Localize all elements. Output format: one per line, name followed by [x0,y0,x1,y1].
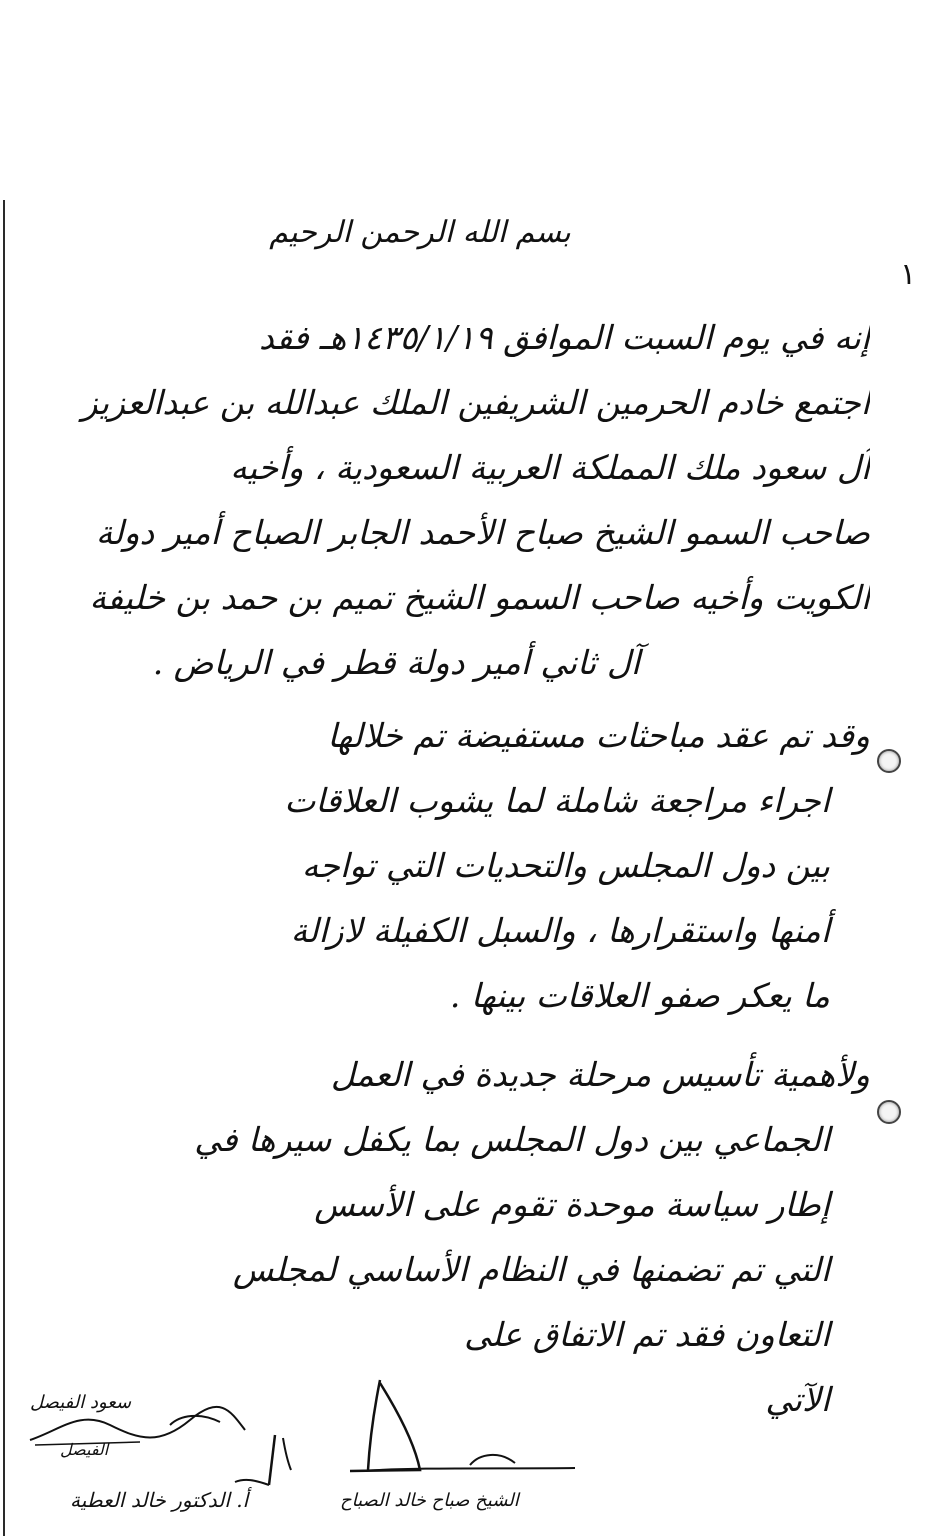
section-2-line: ولأهمية تأسيس مرحلة جديدة في العمل [330,1055,870,1094]
section-2-line: الجماعي بين دول المجلس بما يكفل سيرها في [194,1120,830,1159]
signature-sabah-mark [340,1375,580,1485]
section-1-line: أمنها واستقرارها ، والسبل الكفيلة لازالة [290,911,830,950]
letter-body [30,305,870,1432]
paragraph-line: آل ثاني أمير دولة قطر في الرياض . [152,643,640,682]
page-number: ١ [899,257,917,292]
page-edge-line [3,200,5,1536]
section-1-line: بين دول المجلس والتحديات التي تواجه [301,846,830,885]
hole-punch-bullet [877,749,901,773]
hole-punch-bullet [877,1100,901,1124]
section-2-line: الآتي [765,1380,830,1419]
signature-sabah-caption: الشيخ صباح خالد الصباح [340,1490,519,1511]
section-2-line: إطار سياسة موحدة تقوم على الأسس [314,1185,830,1224]
signature-saud-caption-2: الفيصل [60,1440,109,1459]
section-2-line: التي تم تضمنها في النظام الأساسي لمجلس [232,1250,830,1289]
signature-saud-caption: سعود الفيصل [30,1392,132,1413]
basmala-heading: بسم الله الرحمن الرحيم [269,215,571,250]
section-1-line: ما يعكر صفو العلاقات بينها . [449,976,830,1015]
section-2-line: التعاون فقد تم الاتفاق على [464,1315,830,1354]
paragraph-line: صاحب السمو الشيخ صباح الأحمد الجابر الصباح أمير دولة [95,513,870,552]
signature-khalid-caption: أ. الدكتور خالد العطية [70,1488,249,1512]
paragraph-line: آل سعود ملك المملكة العربية السعودية ، وأخيه [230,448,870,487]
signature-khalid-mark [225,1430,305,1490]
paragraph-line: إنه في يوم السبت الموافق ١٤٣٥/١/١٩هـ فقد [259,318,870,357]
signature-block [0,1370,926,1536]
paragraph-line: اجتمع خادم الحرمين الشريفين الملك عبدالله بن عبدالعزيز [81,383,870,422]
paragraph-line: الكويت وأخيه صاحب السمو الشيخ تميم بن حمد بن خليفة [89,578,870,617]
section-1-line: اجراء مراجعة شاملة لما يشوب العلاقات [284,781,830,820]
section-1-line: وقد تم عقد مباحثات مستفيضة تم خلالها [327,716,870,755]
